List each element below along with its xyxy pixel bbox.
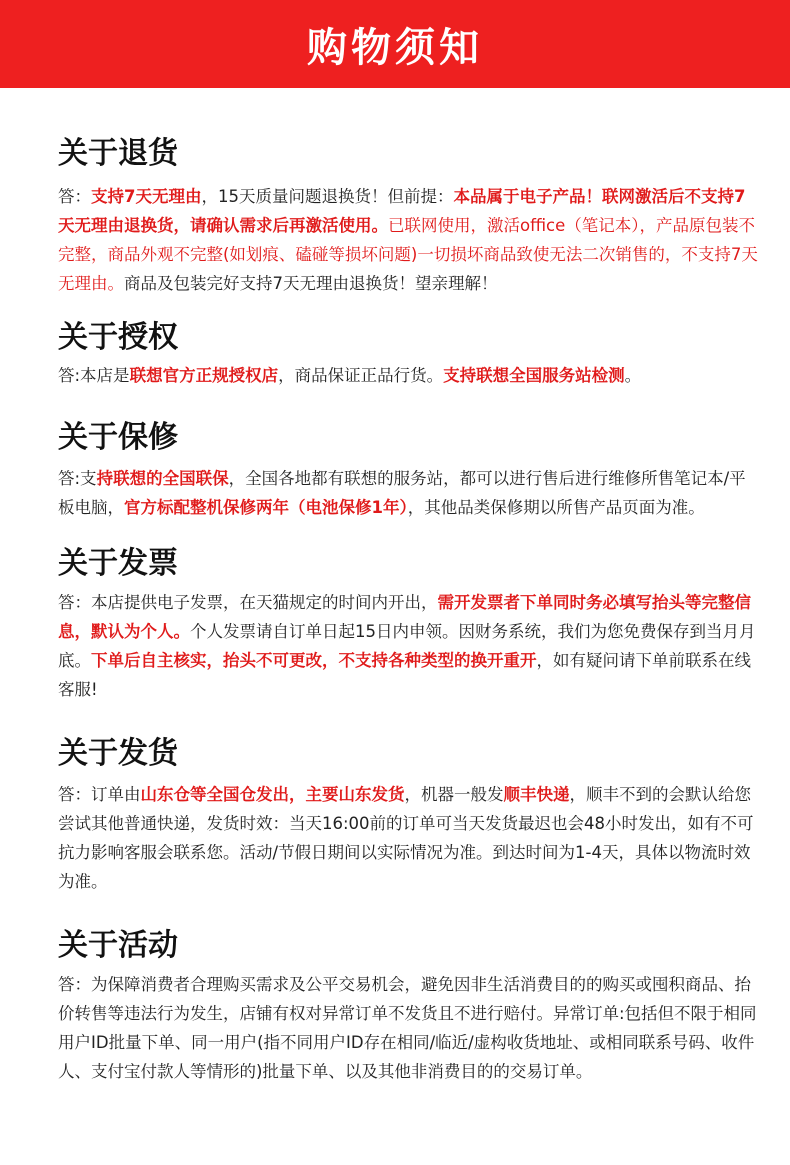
section-heading: 关于退货 bbox=[58, 136, 178, 171]
highlight-text: 联网激活后不支持7天无理由退换货，请确认需求后再激活使用。 bbox=[58, 187, 746, 235]
section-returns bbox=[58, 134, 758, 298]
section-promotions bbox=[58, 926, 758, 1086]
page-title: 购物须知 bbox=[307, 24, 483, 71]
section-body bbox=[58, 588, 758, 704]
page-banner bbox=[0, 0, 790, 88]
body-text: 答： bbox=[58, 187, 91, 206]
body-text: 答:本店是 bbox=[58, 366, 130, 385]
highlight-text: 支持7天无理由 bbox=[91, 187, 202, 206]
section-heading: 关于活动 bbox=[58, 928, 178, 963]
section-heading: 关于保修 bbox=[58, 420, 178, 455]
body-text: ，全国各地都有联想的服务站，都可以进行售后进行维修所售笔记本/平板电脑， bbox=[58, 469, 746, 517]
notice-content bbox=[0, 134, 758, 1086]
section-body bbox=[58, 464, 758, 522]
section-heading: 关于发货 bbox=[58, 736, 178, 771]
body-text: ，其他品类保修期以所售产品页面为准。 bbox=[407, 498, 705, 517]
body-text: ，机器一般发 bbox=[404, 785, 504, 804]
section-heading: 关于发票 bbox=[58, 546, 178, 581]
section-body bbox=[58, 182, 758, 298]
highlight-text: 联想官方正规授权店 bbox=[129, 366, 279, 385]
section-invoice bbox=[58, 544, 758, 704]
highlight-text: 山东仓等全国仓发出，主要山东发货 bbox=[140, 785, 405, 804]
section-body bbox=[58, 361, 758, 390]
body-text: ，顺丰不到的会默认给您尝试其他普通快递，发货时效：当天16:00前的订单可当天发货最迟也会48小时发出，如有不可抗力影响客服会联系您。活动/节假日期间以实际情况为准。到达时间为1-4天，具体以物流时效为准。 bbox=[58, 785, 754, 891]
highlight-text: 支持联想全国服务站检测 bbox=[443, 366, 625, 385]
body-text: 答：订单由 bbox=[58, 785, 141, 804]
highlight-text: 顺丰快递 bbox=[503, 785, 570, 804]
body-text: 商品及包装完好支持7天无理由退换货！望亲理解！ bbox=[124, 274, 498, 293]
highlight-text: 下单后自主核实，抬头不可更改，不支持各种类型的换开重开 bbox=[91, 651, 537, 670]
body-text: 个人发票请自订单日起15日内申领。因财务系统，我们为您免费保存到当月月底。 bbox=[58, 622, 756, 670]
body-text: ，如有疑问请下单前联系在线客服! bbox=[58, 651, 751, 699]
section-heading: 关于授权 bbox=[58, 320, 178, 355]
section-authorization bbox=[58, 318, 758, 390]
highlight-text: 本品属于电子产品！ bbox=[453, 187, 602, 206]
body-text: 答：本店提供电子发票，在天猫规定的时间内开出， bbox=[58, 593, 438, 612]
body-text: 答：为保障消费者合理购买需求及公平交易机会，避免因非生活消费目的的购买或囤积商品、抬价转售等违法行为发生，店铺有权对异常订单不发货且不进行赔付。异常订单:包括但不限于相同用户ID批量下单、同一用户(指不同用户ID存在相同/临近/虚构收货地址、或相同联系号码、收件人、支付宝付款人等情形的)批量下单、以及其他非消费目的的交易订单。 bbox=[58, 975, 757, 1081]
section-body bbox=[58, 970, 758, 1086]
body-text: 。 bbox=[624, 366, 642, 385]
section-shipping bbox=[58, 734, 758, 896]
highlight-text: 官方标配整机保修两年（电池保修1年） bbox=[124, 498, 408, 517]
body-text: ，15天质量问题退换货！但前提： bbox=[201, 187, 454, 206]
highlight-text: 已联网使用，激活office（笔记本），产品原包装不完整，商品外观不完整(如划痕、磕碰等损坏问题)一切损坏商品致使无法二次销售的，不支持7天无理由。 bbox=[58, 216, 758, 293]
body-text: ，商品保证正品行货。 bbox=[278, 366, 444, 385]
section-warranty bbox=[58, 418, 758, 522]
highlight-text: 持联想的全国联保 bbox=[96, 469, 229, 488]
body-text: 答:支 bbox=[58, 469, 97, 488]
section-body bbox=[58, 780, 758, 896]
highlight-text: 需开发票者下单同时务必填写抬头等完整信息，默认为个人。 bbox=[58, 593, 751, 641]
